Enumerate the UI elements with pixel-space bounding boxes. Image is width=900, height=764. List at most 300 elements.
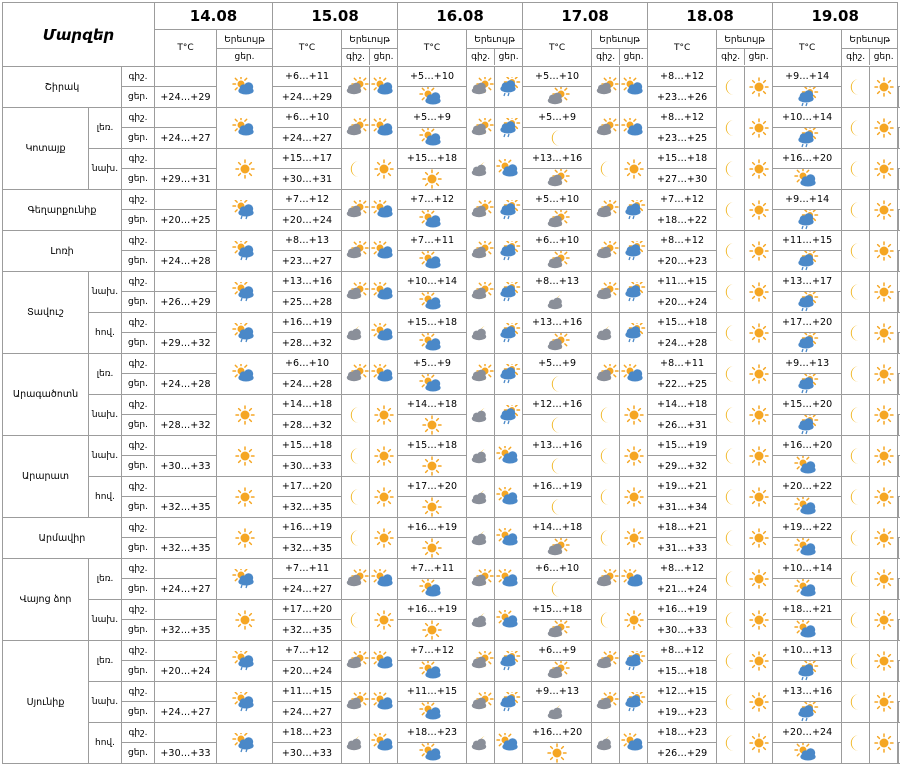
table-row xyxy=(3,67,899,87)
zone-label: լեռ. xyxy=(89,641,122,682)
sun-icon xyxy=(870,67,898,108)
moon-icon xyxy=(842,272,870,313)
temperature-cell: +12…+16 xyxy=(523,395,592,415)
moon-icon xyxy=(342,518,370,559)
temperature-cell: +7…+11 xyxy=(398,231,467,251)
rain-sun-icon xyxy=(217,313,273,354)
rain-icon xyxy=(773,702,842,723)
cloud-moon-icon xyxy=(467,477,495,518)
moon-icon xyxy=(717,67,745,108)
partly-cloudy-icon xyxy=(620,354,648,395)
zone-label: լեռ. xyxy=(89,559,122,600)
cloud-sun-icon xyxy=(592,641,620,682)
period-label: ցեր. xyxy=(122,497,155,518)
zone-label: լեռ. xyxy=(89,108,122,149)
region-name: Շիրակ xyxy=(3,67,122,108)
region-name: Արագածոտն xyxy=(3,354,89,436)
sun-icon xyxy=(870,354,898,395)
cloud-moon-icon xyxy=(523,292,592,313)
temperature-cell: +15…+20 xyxy=(773,395,842,415)
moon-icon xyxy=(717,272,745,313)
partly-cloudy-icon xyxy=(217,108,273,149)
temperature-cell: +17…+20 xyxy=(773,313,842,333)
cloud-sun-icon xyxy=(523,251,592,272)
temperature-cell: +20…+24 xyxy=(273,210,342,231)
rain-sun-icon xyxy=(217,231,273,272)
partly-cloudy-icon xyxy=(398,579,467,600)
rain-icon xyxy=(620,682,648,723)
sun-icon xyxy=(217,518,273,559)
region-name: Սյունիք xyxy=(3,641,89,764)
date-header: 17.08 xyxy=(523,3,648,30)
period-label: ցեր. xyxy=(122,374,155,395)
temperature-cell: +18…+23 xyxy=(648,723,717,743)
temperature-cell: +24…+27 xyxy=(155,579,217,600)
partly-cloudy-icon xyxy=(398,210,467,231)
temperature-cell: +13…+16 xyxy=(773,682,842,702)
zone-label: նախ. xyxy=(89,600,122,641)
cloud-sun-icon xyxy=(467,641,495,682)
temperature-cell: +18…+21 xyxy=(648,518,717,538)
region-name: Վայոց ձոր xyxy=(3,559,89,641)
temperature-cell: +7…+12 xyxy=(273,190,342,210)
cloud-sun-icon xyxy=(467,354,495,395)
rain-sun-icon xyxy=(217,272,273,313)
partly-cloudy-icon xyxy=(773,620,842,641)
temperature-cell: +14…+18 xyxy=(523,518,592,538)
period-label: գիշ. xyxy=(122,436,155,456)
moon-icon xyxy=(717,682,745,723)
moon-icon xyxy=(592,395,620,436)
rain-sun-icon xyxy=(217,682,273,723)
temperature-cell: +30…+33 xyxy=(273,743,342,764)
temperature-cell: +15…+17 xyxy=(273,149,342,169)
temperature-cell: +24…+27 xyxy=(273,702,342,723)
temp-header: T°C xyxy=(398,30,467,67)
partly-cloudy-icon xyxy=(620,559,648,600)
sun-icon xyxy=(745,682,773,723)
sun-icon xyxy=(620,518,648,559)
temperature-cell: +10…+13 xyxy=(773,641,842,661)
sun-icon xyxy=(398,497,467,518)
cloud-sun-icon xyxy=(592,682,620,723)
period-label: գիշ. xyxy=(122,67,155,87)
table-row xyxy=(3,231,899,251)
period-label: ցեր. xyxy=(122,333,155,354)
temperature-cell: +10…+14 xyxy=(398,272,467,292)
period-label: գիշ. xyxy=(122,231,155,251)
temperature-cell: +30…+33 xyxy=(273,456,342,477)
sun-icon xyxy=(370,518,398,559)
table-row xyxy=(3,108,899,128)
temperature-cell: +5…+9 xyxy=(398,108,467,128)
temperature-cell: +6…+9 xyxy=(523,641,592,661)
region-name: Գեղարքունիք xyxy=(3,190,122,231)
period-label: ցեր. xyxy=(122,415,155,436)
period-label: ցեր. xyxy=(122,251,155,272)
temperature-cell: +5…+9 xyxy=(398,354,467,374)
cloud-sun-icon xyxy=(342,559,370,600)
cloud-moon-icon xyxy=(467,600,495,641)
temperature-cell xyxy=(155,395,217,415)
rain-icon xyxy=(620,313,648,354)
sun-icon xyxy=(398,538,467,559)
partly-cloudy-icon xyxy=(398,292,467,313)
temperature-cell: +6…+10 xyxy=(523,559,592,579)
temperature-cell: +28…+32 xyxy=(273,333,342,354)
cloud-sun-icon xyxy=(523,538,592,559)
table-row xyxy=(3,682,899,702)
sun-icon xyxy=(523,743,592,764)
date-header: 19.08 xyxy=(773,3,898,30)
temperature-cell: +13…+16 xyxy=(523,313,592,333)
temperature-cell: +7…+12 xyxy=(273,641,342,661)
temp-header: T°C xyxy=(523,30,592,67)
moon-icon xyxy=(592,477,620,518)
temperature-cell xyxy=(155,518,217,538)
temperature-cell xyxy=(155,477,217,497)
temperature-cell: +24…+27 xyxy=(273,128,342,149)
cloud-moon-icon xyxy=(467,723,495,764)
rain-icon xyxy=(773,87,842,108)
temperature-cell: +16…+20 xyxy=(773,436,842,456)
rain-icon xyxy=(495,231,523,272)
sun-icon xyxy=(745,67,773,108)
temperature-cell: +6…+11 xyxy=(273,67,342,87)
temperature-cell: +23…+25 xyxy=(648,128,717,149)
moon-icon xyxy=(842,436,870,477)
date-header: 16.08 xyxy=(398,3,523,30)
temperature-cell: +8…+12 xyxy=(648,67,717,87)
rain-icon xyxy=(495,682,523,723)
temperature-cell: +20…+24 xyxy=(273,661,342,682)
temperature-cell xyxy=(155,190,217,210)
temperature-cell: +24…+27 xyxy=(155,128,217,149)
temperature-cell: +11…+15 xyxy=(648,272,717,292)
moon-icon xyxy=(342,600,370,641)
temperature-cell: +24…+28 xyxy=(155,251,217,272)
temperature-cell: +8…+11 xyxy=(648,354,717,374)
temperature-cell: +16…+19 xyxy=(398,600,467,620)
cloud-sun-icon xyxy=(592,67,620,108)
moon-icon xyxy=(842,313,870,354)
date-header: 15.08 xyxy=(273,3,398,30)
period-label: գիշ. xyxy=(122,149,155,169)
rain-icon xyxy=(773,661,842,682)
temp-header: T°C xyxy=(273,30,342,67)
cloud-moon-icon xyxy=(342,723,370,764)
zone-label: նախ. xyxy=(89,272,122,313)
moon-icon xyxy=(842,190,870,231)
temperature-cell: +11…+15 xyxy=(398,682,467,702)
partly-cloudy-icon xyxy=(773,743,842,764)
sun-icon xyxy=(745,436,773,477)
sun-icon xyxy=(745,723,773,764)
cloud-sun-icon xyxy=(467,190,495,231)
period-label: ցեր. xyxy=(122,743,155,764)
period-label: գիշ. xyxy=(122,395,155,415)
rain-icon xyxy=(620,641,648,682)
partly-cloudy-icon xyxy=(495,436,523,477)
temperature-cell: +19…+21 xyxy=(648,477,717,497)
temperature-cell: +32…+35 xyxy=(273,620,342,641)
partly-cloudy-icon xyxy=(398,333,467,354)
partly-cloudy-icon xyxy=(495,600,523,641)
temp-header: T°C xyxy=(155,30,217,67)
period-label: գիշ. xyxy=(122,600,155,620)
sun-icon xyxy=(370,477,398,518)
temperature-cell: +19…+23 xyxy=(648,702,717,723)
partly-cloudy-icon xyxy=(398,743,467,764)
temperature-cell: +24…+27 xyxy=(273,579,342,600)
sun-icon xyxy=(398,620,467,641)
temperature-cell: +12…+15 xyxy=(648,682,717,702)
temperature-cell: +19…+22 xyxy=(773,518,842,538)
temperature-cell: +24…+27 xyxy=(155,702,217,723)
sun-icon xyxy=(870,559,898,600)
sun-icon xyxy=(745,641,773,682)
temperature-cell xyxy=(155,67,217,87)
rain-icon xyxy=(620,231,648,272)
phenomenon-header: Երեւույթ գիշ. ցեր. xyxy=(717,30,773,67)
temperature-cell: +32…+35 xyxy=(273,497,342,518)
temperature-cell: +24…+28 xyxy=(273,374,342,395)
moon-icon xyxy=(523,415,592,436)
sun-icon xyxy=(745,272,773,313)
period-label: ցեր. xyxy=(122,87,155,108)
rain-icon xyxy=(495,108,523,149)
cloud-sun-icon xyxy=(592,190,620,231)
moon-icon xyxy=(342,149,370,190)
cloud-sun-icon xyxy=(523,169,592,190)
moon-icon xyxy=(523,374,592,395)
period-label: գիշ. xyxy=(122,641,155,661)
period-label: ցեր. xyxy=(122,128,155,149)
period-label: ցեր. xyxy=(122,620,155,641)
temperature-cell: +29…+32 xyxy=(648,456,717,477)
cloud-sun-icon xyxy=(467,231,495,272)
cloud-moon-icon xyxy=(523,702,592,723)
cloud-sun-icon xyxy=(342,682,370,723)
cloud-sun-icon xyxy=(467,108,495,149)
sun-icon xyxy=(217,477,273,518)
temperature-cell: +32…+35 xyxy=(155,538,217,559)
rain-icon xyxy=(773,251,842,272)
table-row xyxy=(3,723,899,743)
moon-icon xyxy=(342,395,370,436)
zone-label: նախ. xyxy=(89,395,122,436)
period-label: գիշ. xyxy=(122,682,155,702)
cloud-sun-icon xyxy=(523,620,592,641)
cloud-sun-icon xyxy=(467,67,495,108)
cloud-sun-icon xyxy=(342,354,370,395)
temperature-cell: +15…+18 xyxy=(648,313,717,333)
sun-icon xyxy=(870,313,898,354)
moon-icon xyxy=(842,682,870,723)
moon-icon xyxy=(523,579,592,600)
cloud-sun-icon xyxy=(523,87,592,108)
cloud-sun-icon xyxy=(342,190,370,231)
temperature-cell: +9…+13 xyxy=(523,682,592,702)
sun-icon xyxy=(745,149,773,190)
temperature-cell: +15…+18 xyxy=(398,313,467,333)
partly-cloudy-icon xyxy=(398,661,467,682)
temperature-cell xyxy=(155,600,217,620)
period-label: գիշ. xyxy=(122,477,155,497)
period-label: ցեր. xyxy=(122,292,155,313)
cloud-sun-icon xyxy=(592,272,620,313)
temperature-cell: +8…+12 xyxy=(648,231,717,251)
temperature-cell: +6…+10 xyxy=(523,231,592,251)
table-row xyxy=(3,190,899,210)
moon-icon xyxy=(717,641,745,682)
phenomenon-header: Երեւույթ ցեր. xyxy=(217,30,273,67)
partly-cloudy-icon xyxy=(495,477,523,518)
moon-icon xyxy=(842,600,870,641)
partly-cloudy-icon xyxy=(398,87,467,108)
partly-cloudy-icon xyxy=(495,559,523,600)
sun-icon xyxy=(398,456,467,477)
rain-icon xyxy=(495,641,523,682)
temperature-cell: +23…+27 xyxy=(273,251,342,272)
rain-icon xyxy=(773,333,842,354)
partly-cloudy-icon xyxy=(370,108,398,149)
sun-icon xyxy=(370,600,398,641)
temperature-cell: +18…+22 xyxy=(648,210,717,231)
period-label: ցեր. xyxy=(122,579,155,600)
table-row xyxy=(3,149,899,169)
partly-cloudy-icon xyxy=(398,374,467,395)
partly-cloudy-icon xyxy=(398,128,467,149)
cloud-moon-icon xyxy=(467,149,495,190)
moon-icon xyxy=(717,149,745,190)
sun-icon xyxy=(620,149,648,190)
cloud-moon-icon xyxy=(467,436,495,477)
temperature-cell: +30…+33 xyxy=(155,456,217,477)
temperature-cell: +5…+9 xyxy=(523,108,592,128)
moon-icon xyxy=(717,313,745,354)
temp-header: T°C xyxy=(648,30,717,67)
cloud-moon-icon xyxy=(467,313,495,354)
partly-cloudy-icon xyxy=(495,518,523,559)
temperature-cell: +18…+23 xyxy=(273,723,342,743)
temperature-cell: +7…+11 xyxy=(398,559,467,579)
temp-header: T°C xyxy=(773,30,842,67)
temperature-cell: +20…+22 xyxy=(773,477,842,497)
temperature-cell: +28…+32 xyxy=(155,415,217,436)
temperature-cell: +20…+24 xyxy=(773,723,842,743)
cloud-moon-icon xyxy=(467,395,495,436)
temperature-cell: +21…+24 xyxy=(648,579,717,600)
temperature-cell: +9…+14 xyxy=(773,67,842,87)
temperature-cell xyxy=(155,436,217,456)
rain-icon xyxy=(620,190,648,231)
partly-cloudy-icon xyxy=(370,641,398,682)
cloud-sun-icon xyxy=(523,333,592,354)
sun-icon xyxy=(370,395,398,436)
temperature-cell: +16…+20 xyxy=(773,149,842,169)
partly-cloudy-icon xyxy=(217,354,273,395)
temperature-cell: +7…+11 xyxy=(273,559,342,579)
temperature-cell: +16…+19 xyxy=(648,600,717,620)
moon-icon xyxy=(842,559,870,600)
cloud-sun-icon xyxy=(592,354,620,395)
period-label: գիշ. xyxy=(122,354,155,374)
temperature-cell xyxy=(155,313,217,333)
moon-icon xyxy=(842,518,870,559)
table-row xyxy=(3,477,899,497)
temperature-cell: +9…+13 xyxy=(773,354,842,374)
temperature-cell: +30…+33 xyxy=(648,620,717,641)
sun-icon xyxy=(217,395,273,436)
temperature-cell: +28…+32 xyxy=(273,415,342,436)
temperature-cell: +5…+9 xyxy=(523,354,592,374)
temperature-cell: +14…+18 xyxy=(273,395,342,415)
moon-icon xyxy=(842,641,870,682)
moon-icon xyxy=(717,477,745,518)
sun-icon xyxy=(745,477,773,518)
table-row xyxy=(3,559,899,579)
cloud-sun-icon xyxy=(342,272,370,313)
temperature-cell: +20…+24 xyxy=(648,292,717,313)
partly-cloudy-icon xyxy=(217,67,273,108)
temperature-cell: +8…+12 xyxy=(648,108,717,128)
moon-icon xyxy=(842,395,870,436)
temperature-cell: +15…+18 xyxy=(398,149,467,169)
sun-icon xyxy=(870,231,898,272)
moon-icon xyxy=(717,395,745,436)
temperature-cell: +22…+25 xyxy=(648,374,717,395)
partly-cloudy-icon xyxy=(773,169,842,190)
zone-label: նախ. xyxy=(89,682,122,723)
rain-icon xyxy=(773,210,842,231)
temperature-cell: +6…+10 xyxy=(273,354,342,374)
sun-icon xyxy=(745,190,773,231)
temperature-cell xyxy=(155,682,217,702)
phenomenon-header: Երեւույթ գիշ. ցեր. xyxy=(592,30,648,67)
phenomenon-header: Երեւույթ գիշ. ցեր. xyxy=(342,30,398,67)
cloud-sun-icon xyxy=(467,682,495,723)
sun-icon xyxy=(370,436,398,477)
cloud-moon-icon xyxy=(342,313,370,354)
temperature-cell: +26…+29 xyxy=(648,743,717,764)
sun-icon xyxy=(870,723,898,764)
sun-icon xyxy=(745,395,773,436)
sun-icon xyxy=(745,313,773,354)
partly-cloudy-icon xyxy=(495,723,523,764)
period-label: գիշ. xyxy=(122,559,155,579)
sun-icon xyxy=(398,169,467,190)
sun-icon xyxy=(620,600,648,641)
temperature-cell: +7…+12 xyxy=(648,190,717,210)
moon-icon xyxy=(342,436,370,477)
rain-icon xyxy=(495,313,523,354)
partly-cloudy-icon xyxy=(398,251,467,272)
sun-icon xyxy=(370,149,398,190)
title: Մարզեր xyxy=(3,3,155,67)
sun-icon xyxy=(870,641,898,682)
table-row xyxy=(3,313,899,333)
cloud-moon-icon xyxy=(592,723,620,764)
table-row xyxy=(3,518,899,538)
region-name: Լոռի xyxy=(3,231,122,272)
partly-cloudy-icon xyxy=(370,67,398,108)
temperature-cell: +5…+10 xyxy=(523,190,592,210)
moon-icon xyxy=(592,518,620,559)
period-label: ցեր. xyxy=(122,456,155,477)
temperature-cell: +8…+13 xyxy=(523,272,592,292)
date-header: 14.08 xyxy=(155,3,273,30)
